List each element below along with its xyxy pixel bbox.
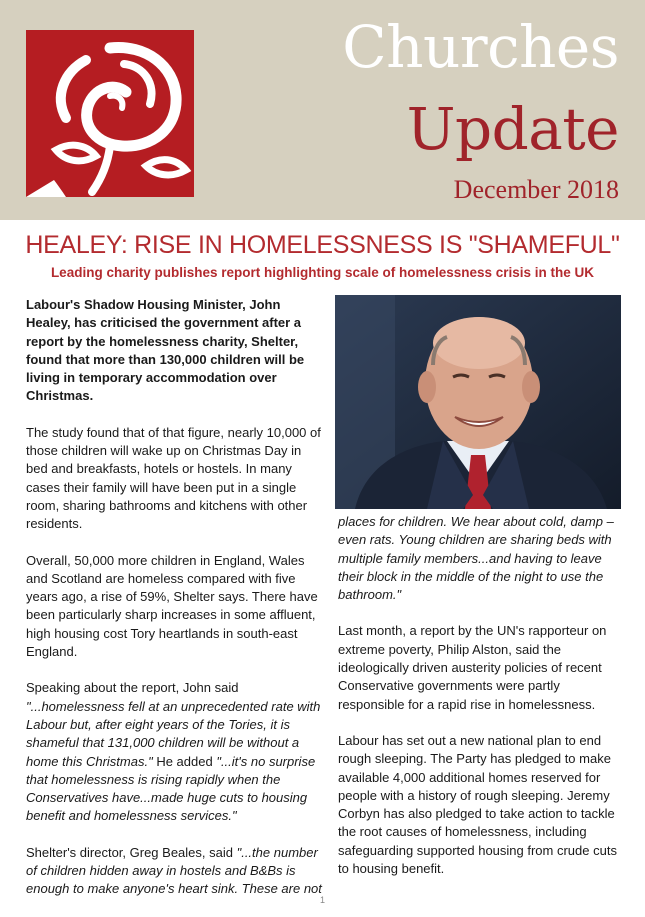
quote-intro: Speaking about the report, John said — [26, 680, 239, 696]
paragraph-labour-plan: Labour has set out a new national plan to end rough sleeping. The Party has pledged to make available 4,000 additional homes reserved for people with a history of rough sleeping. Jeremy Corbyn has also pledged to take action to tackle the root causes of homelessness, including safeguarding supported housing from crude cuts to housing benefit. — [338, 732, 617, 877]
quote-connector: He added — [152, 753, 217, 769]
masthead — [0, 0, 645, 220]
quote-beales-part2: places for children. We hear about cold, damp – even rats. Young children are sharing beds with multiple family members...and having to leave their block in the middle of the night to use the bathroom." — [338, 514, 614, 603]
article-headline: HEALEY: RISE IN HOMELESSNESS IS "SHAMEFUL" — [25, 231, 620, 259]
lead-paragraph: Labour's Shadow Housing Minister, John Healey, has criticised the government after a report by the homelessness charity, Shelter, found that more than 130,000 children will be living in temporary accommodation over Christmas. — [26, 297, 305, 404]
labour-rose-logo — [26, 30, 194, 197]
portrait-image — [335, 295, 621, 509]
quote-healey-1: "...homelessness fell at an unprecedented rate with Labour but, after eight years of the Tories, it is shameful that 131,000 children will be without a home this Christmas." — [26, 698, 321, 769]
quote-healey-2: "...it's no surprise that homelessness is rising rapidly when the Conservatives have...made huge cuts to housing benefit and homelessness services." — [26, 753, 316, 824]
paragraph-john-quote — [26, 679, 322, 825]
paragraph-un-report: Last month, a report by the UN's rapporteur on extreme poverty, Philip Alston, said the ideologically driven austerity policies of recent Conservative governments were partly responsible for a rapid rise in homelessness. — [338, 623, 607, 712]
paragraph-shelter-quote — [26, 844, 322, 899]
masthead-title-update: Update — [406, 95, 619, 163]
article-subheadline: Leading charity publishes report highlighting scale of homelessness crisis in the UK — [50, 265, 595, 280]
left-column — [26, 296, 322, 917]
shelter-intro: Shelter's director, Greg Beales, said — [26, 844, 237, 860]
paragraph-study: The study found that of that figure, nearly 10,000 of those children will wake up on Christmas Day in bed and breakfasts, hotels or hostels. In many cases their family will have been put in a single room, sharing bathrooms and kitchens with other residents. — [26, 424, 321, 532]
page-number: 1 — [319, 895, 325, 905]
right-column — [338, 513, 626, 896]
rose-icon — [26, 30, 194, 197]
john-healey-photo — [335, 295, 621, 509]
paragraph-overall: Overall, 50,000 more children in England, Wales and Scotland are homeless compared with five years ago, a rise of 59%, Shelter says. There have been particularly sharp increases in some affluent, high housing cost Tory heartlands in south-east England. — [26, 552, 318, 660]
masthead-title-churches: Churches — [342, 13, 619, 81]
quote-beales-part1: "...the number of children hidden away in hostels and B&Bs is enough to make anyone's heart sink. These are not — [26, 844, 322, 897]
issue-date: December 2018 — [453, 175, 619, 204]
